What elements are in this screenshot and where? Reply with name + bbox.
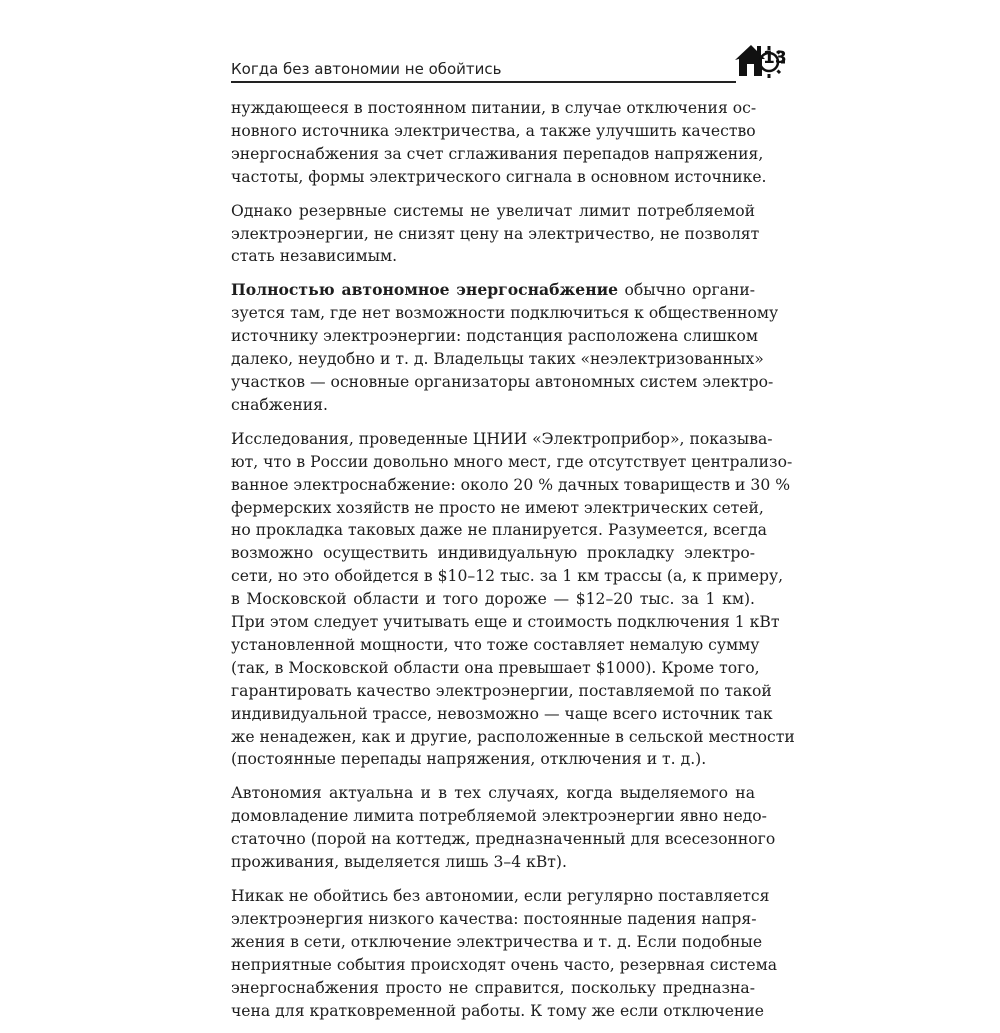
header-rule	[231, 81, 736, 83]
text-line: Исследования, проведенные ЦНИИ «Электроприбор», показыва-	[231, 429, 773, 448]
text-line: индивидуальной трассе, невозможно — чаще всего источник так	[231, 704, 773, 723]
text-line: возможно осуществить индивидуальную прокладку электро-	[231, 544, 755, 563]
paragraph	[231, 279, 779, 416]
text-line	[231, 279, 755, 302]
text-line: электроэнергия низкого качества: постоянные падения напря-	[231, 909, 757, 928]
paragraph	[231, 97, 767, 189]
paragraph	[231, 200, 760, 269]
text-line: участков — основные организаторы автономных систем электро-	[231, 372, 774, 391]
paragraph	[231, 885, 778, 1022]
text-line: ют, что в России довольно много мест, где отсутствует централизо-	[231, 452, 793, 471]
running-header	[231, 56, 741, 82]
text-line: источнику электроэнергии: подстанция расположена слишком	[231, 327, 758, 346]
text-line: чена для кратковременной работы. К тому же если отключение	[231, 1001, 764, 1020]
text-line: новного источника электричества, а также улучшить качество	[231, 121, 756, 140]
text-line: (постоянные перепады напряжения, отключения и т. д.).	[231, 750, 707, 769]
text-line: стать независимым.	[231, 247, 398, 266]
text-line: ванное электроснабжение: около 20 % дачных товариществ и 30 %	[231, 475, 791, 494]
text-line: (так, в Московской области она превышает $1000). Кроме того,	[231, 658, 760, 677]
text-line: Однако резервные системы не увеличат лимит потребляемой	[231, 201, 755, 220]
text-line: зуется там, где нет возможности подключиться к общественному	[231, 304, 779, 323]
body-text	[231, 97, 795, 1033]
text-line: энергоснабжения за счет сглаживания перепадов напряжения,	[231, 144, 764, 163]
text-line: снабжения.	[231, 395, 328, 414]
text-line: частоты, формы электрического сигнала в основном источнике.	[231, 167, 767, 186]
text-line: При этом следует учитывать еще и стоимость подключения 1 кВт	[231, 613, 780, 632]
text-line: далеко, неудобно и т. д. Владельцы таких «неэлектризованных»	[231, 350, 764, 369]
bold-lead: Полностью автономное энергоснабжение	[231, 280, 619, 300]
text-line: нуждающееся в постоянном питании, в случае отключения ос-	[231, 99, 757, 117]
text-line: сети, но это обойдется в $10–12 тыс. за 1 км трассы (а, к примеру,	[231, 567, 784, 586]
text-line: но прокладка таковых даже не планируется. Разумеется, всегда	[231, 521, 767, 540]
page-number: 13	[763, 48, 787, 68]
text-line: в Московской области и того дороже — $12–20 тыс. за 1 км).	[231, 590, 755, 609]
text-line: жения в сети, отключение электричества и т. д. Если подобные	[231, 932, 763, 951]
text-line: статочно (порой на коттедж, предназначенный для всесезонного	[231, 830, 776, 849]
text-line: фермерских хозяйств не просто не имеют электрических сетей,	[231, 498, 764, 517]
text-line: Никак не обойтись без автономии, если регулярно поставляется	[231, 887, 770, 905]
text-line: домовладение лимита потребляемой электроэнергии явно недо-	[231, 807, 767, 826]
text-line: электроэнергии, не снизят цену на электричество, не позволят	[231, 224, 760, 243]
text-line: неприятные события происходят очень часто, резервная система	[231, 955, 778, 974]
text-line: энергоснабжения просто не справится, поскольку предназна-	[231, 978, 755, 997]
text-line: установленной мощности, что тоже составляет немалую сумму	[231, 635, 760, 654]
paragraph	[231, 428, 795, 772]
text-line: же ненадежен, как и другие, расположенные в сельской местности	[231, 727, 795, 746]
lead-continuation: обычно органи-	[618, 281, 755, 300]
running-title: Когда без автономии не обойтись	[231, 60, 502, 78]
text-line: проживания, выделяется лишь 3–4 кВт).	[231, 853, 567, 872]
text-line: Автономия актуальна и в тех случаях, когда выделяемого на	[231, 784, 755, 803]
paragraph	[231, 782, 776, 874]
text-line: гарантировать качество электроэнергии, поставляемой по такой	[231, 681, 772, 700]
